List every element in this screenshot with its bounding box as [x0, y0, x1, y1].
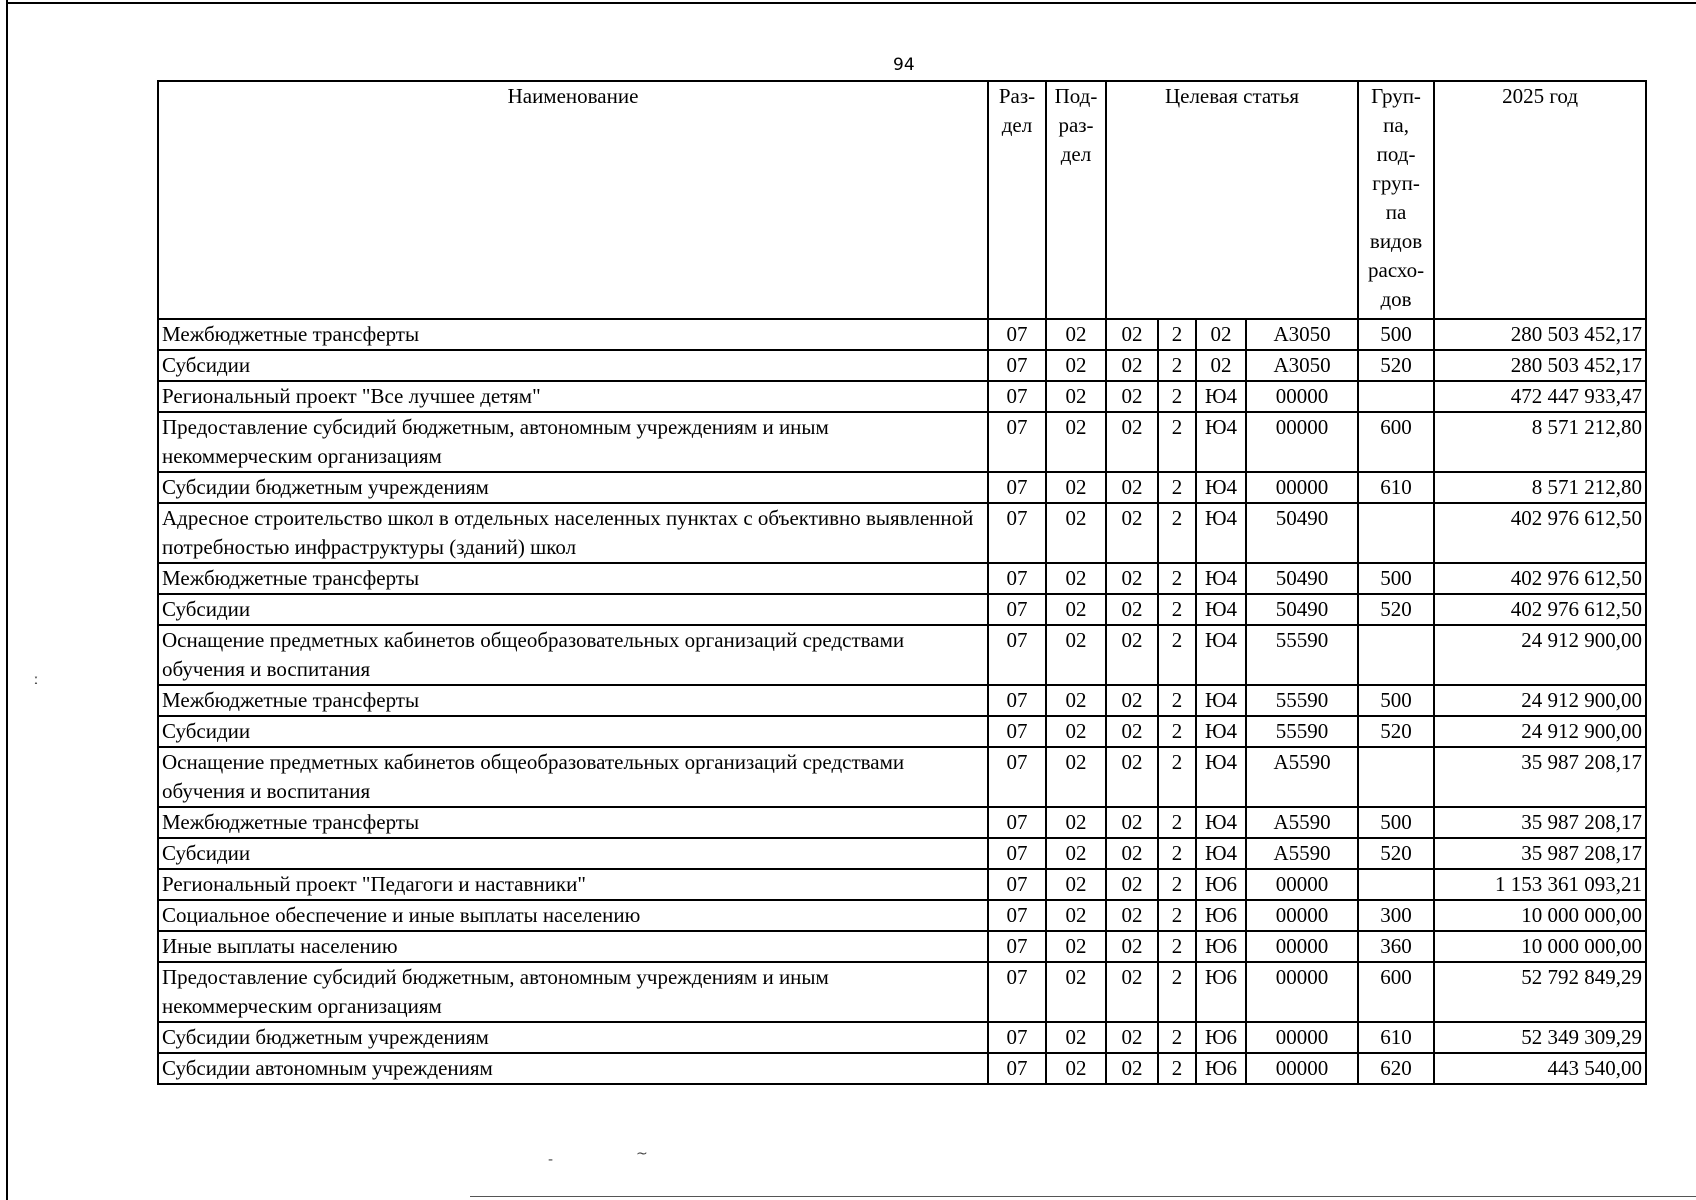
cell-expense-group: 520 [1358, 838, 1434, 869]
cell-target-project: 02 [1196, 350, 1246, 381]
cell-razdel: 07 [988, 381, 1046, 412]
cell-amount-2025: 35 987 208,17 [1434, 838, 1646, 869]
cell-expense-group: 620 [1358, 1053, 1434, 1084]
cell-expense-group [1358, 625, 1434, 685]
cell-target-subprogram: 2 [1158, 472, 1196, 503]
page-frame-top [6, 2, 1696, 4]
header-year: 2025 год [1434, 81, 1646, 319]
cell-name: Субсидии [158, 838, 988, 869]
table-row [158, 412, 1646, 472]
cell-target-subprogram: 2 [1158, 350, 1196, 381]
cell-podrazdel: 02 [1046, 412, 1106, 472]
cell-amount-2025: 24 912 900,00 [1434, 716, 1646, 747]
cell-target-program: 02 [1106, 594, 1158, 625]
cell-target-program: 02 [1106, 807, 1158, 838]
table-row [158, 503, 1646, 563]
table-row [158, 685, 1646, 716]
cell-target-project: Ю4 [1196, 381, 1246, 412]
cell-target-program: 02 [1106, 1022, 1158, 1053]
header-razdel-text: Раз- дел [998, 84, 1036, 137]
header-expense-group [1358, 81, 1434, 319]
cell-podrazdel: 02 [1046, 319, 1106, 350]
cell-target-direction: 00000 [1246, 1053, 1358, 1084]
table-row [158, 625, 1646, 685]
page-frame-left [6, 0, 8, 1200]
cell-razdel: 07 [988, 503, 1046, 563]
cell-target-subprogram: 2 [1158, 685, 1196, 716]
cell-amount-2025: 8 571 212,80 [1434, 412, 1646, 472]
cell-podrazdel: 02 [1046, 381, 1106, 412]
cell-expense-group: 520 [1358, 594, 1434, 625]
cell-podrazdel: 02 [1046, 685, 1106, 716]
cell-expense-group [1358, 869, 1434, 900]
cell-amount-2025: 10 000 000,00 [1434, 931, 1646, 962]
cell-target-subprogram: 2 [1158, 1022, 1196, 1053]
cell-expense-group: 520 [1358, 350, 1434, 381]
cell-razdel: 07 [988, 350, 1046, 381]
cell-name: Субсидии [158, 350, 988, 381]
table-row [158, 838, 1646, 869]
cell-razdel: 07 [988, 747, 1046, 807]
cell-razdel: 07 [988, 563, 1046, 594]
cell-target-subprogram: 2 [1158, 625, 1196, 685]
cell-name: Субсидии [158, 594, 988, 625]
table-row [158, 381, 1646, 412]
cell-target-direction: 00000 [1246, 1022, 1358, 1053]
cell-expense-group: 360 [1358, 931, 1434, 962]
cell-amount-2025: 24 912 900,00 [1434, 685, 1646, 716]
cell-podrazdel: 02 [1046, 625, 1106, 685]
header-target-article: Целевая статья [1106, 81, 1358, 319]
cell-target-program: 02 [1106, 503, 1158, 563]
cell-name: Социальное обеспечение и иные выплаты населению [158, 900, 988, 931]
cell-amount-2025: 402 976 612,50 [1434, 594, 1646, 625]
budget-table [157, 80, 1647, 1085]
cell-target-project: Ю4 [1196, 412, 1246, 472]
cell-target-project: Ю4 [1196, 747, 1246, 807]
cell-name: Межбюджетные трансферты [158, 685, 988, 716]
cell-podrazdel: 02 [1046, 350, 1106, 381]
cell-razdel: 07 [988, 472, 1046, 503]
cell-podrazdel: 02 [1046, 1022, 1106, 1053]
cell-expense-group: 610 [1358, 472, 1434, 503]
cell-target-program: 02 [1106, 381, 1158, 412]
cell-target-program: 02 [1106, 412, 1158, 472]
cell-name: Субсидии бюджетным учреждениям [158, 472, 988, 503]
cell-target-direction: 55590 [1246, 685, 1358, 716]
cell-name: Субсидии бюджетным учреждениям [158, 1022, 988, 1053]
cell-target-project: Ю4 [1196, 838, 1246, 869]
cell-target-direction: 00000 [1246, 962, 1358, 1022]
table-row [158, 716, 1646, 747]
cell-target-program: 02 [1106, 319, 1158, 350]
cell-name: Оснащение предметных кабинетов общеобразовательных организаций средствами обучения и воспитания [158, 625, 988, 685]
cell-target-direction: 00000 [1246, 931, 1358, 962]
cell-target-direction: 50490 [1246, 563, 1358, 594]
cell-target-program: 02 [1106, 962, 1158, 1022]
cell-name: Региональный проект "Все лучшее детям" [158, 381, 988, 412]
cell-target-subprogram: 2 [1158, 1053, 1196, 1084]
cell-amount-2025: 472 447 933,47 [1434, 381, 1646, 412]
cell-target-direction: А5590 [1246, 807, 1358, 838]
cell-razdel: 07 [988, 625, 1046, 685]
cell-target-project: Ю4 [1196, 563, 1246, 594]
cell-target-direction: 55590 [1246, 716, 1358, 747]
cell-expense-group: 500 [1358, 319, 1434, 350]
cell-razdel: 07 [988, 962, 1046, 1022]
header-podrazdel [1046, 81, 1106, 319]
cell-name: Межбюджетные трансферты [158, 807, 988, 838]
cell-amount-2025: 402 976 612,50 [1434, 563, 1646, 594]
cell-podrazdel: 02 [1046, 838, 1106, 869]
cell-target-subprogram: 2 [1158, 594, 1196, 625]
cell-target-program: 02 [1106, 625, 1158, 685]
cell-target-program: 02 [1106, 716, 1158, 747]
cell-target-project: Ю6 [1196, 931, 1246, 962]
cell-target-direction: 55590 [1246, 625, 1358, 685]
cell-podrazdel: 02 [1046, 1053, 1106, 1084]
cell-target-direction: А3050 [1246, 350, 1358, 381]
cell-expense-group: 600 [1358, 412, 1434, 472]
cell-target-direction: 00000 [1246, 869, 1358, 900]
cell-podrazdel: 02 [1046, 472, 1106, 503]
cell-amount-2025: 24 912 900,00 [1434, 625, 1646, 685]
cell-target-project: Ю6 [1196, 900, 1246, 931]
cell-target-direction: 50490 [1246, 594, 1358, 625]
cell-target-subprogram: 2 [1158, 716, 1196, 747]
cell-expense-group: 500 [1358, 807, 1434, 838]
cell-amount-2025: 35 987 208,17 [1434, 747, 1646, 807]
table-body [158, 319, 1646, 1084]
cell-amount-2025: 402 976 612,50 [1434, 503, 1646, 563]
cell-expense-group: 500 [1358, 563, 1434, 594]
cell-target-project: Ю4 [1196, 685, 1246, 716]
table-row [158, 807, 1646, 838]
cell-amount-2025: 8 571 212,80 [1434, 472, 1646, 503]
table-row [158, 869, 1646, 900]
cell-target-program: 02 [1106, 685, 1158, 716]
cell-target-subprogram: 2 [1158, 412, 1196, 472]
cell-target-subprogram: 2 [1158, 962, 1196, 1022]
cell-expense-group [1358, 503, 1434, 563]
cell-target-project: Ю6 [1196, 869, 1246, 900]
cell-target-project: Ю6 [1196, 962, 1246, 1022]
cell-target-subprogram: 2 [1158, 563, 1196, 594]
header-expense-group-text: Груп- па, под- груп- па видов расхо- дов [1368, 84, 1425, 311]
cell-podrazdel: 02 [1046, 869, 1106, 900]
cell-target-direction: 50490 [1246, 503, 1358, 563]
cell-podrazdel: 02 [1046, 807, 1106, 838]
table-row [158, 900, 1646, 931]
cell-target-direction: 00000 [1246, 900, 1358, 931]
cell-podrazdel: 02 [1046, 716, 1106, 747]
cell-name: Предоставление субсидий бюджетным, автономным учреждениям и иным некоммерческим организациям [158, 412, 988, 472]
cell-expense-group: 610 [1358, 1022, 1434, 1053]
cell-amount-2025: 52 792 849,29 [1434, 962, 1646, 1022]
cell-razdel: 07 [988, 869, 1046, 900]
cell-expense-group: 300 [1358, 900, 1434, 931]
cell-razdel: 07 [988, 1022, 1046, 1053]
table-row [158, 594, 1646, 625]
cell-target-program: 02 [1106, 900, 1158, 931]
cell-razdel: 07 [988, 594, 1046, 625]
scan-speck: ː [34, 672, 39, 688]
cell-target-subprogram: 2 [1158, 319, 1196, 350]
cell-target-project: Ю4 [1196, 807, 1246, 838]
cell-target-subprogram: 2 [1158, 503, 1196, 563]
cell-target-subprogram: 2 [1158, 931, 1196, 962]
cell-name: Адресное строительство школ в отдельных населенных пунктах с объективно выявленной потребностью инфраструктуры (зданий) школ [158, 503, 988, 563]
cell-razdel: 07 [988, 685, 1046, 716]
cell-amount-2025: 35 987 208,17 [1434, 807, 1646, 838]
table-header-row [158, 81, 1646, 319]
table-row [158, 319, 1646, 350]
cell-expense-group: 500 [1358, 685, 1434, 716]
cell-expense-group [1358, 381, 1434, 412]
cell-name: Межбюджетные трансферты [158, 563, 988, 594]
cell-amount-2025: 280 503 452,17 [1434, 350, 1646, 381]
cell-target-subprogram: 2 [1158, 900, 1196, 931]
cell-target-direction: 00000 [1246, 412, 1358, 472]
scan-speck: ~ [636, 1146, 648, 1162]
cell-target-project: Ю4 [1196, 716, 1246, 747]
cell-target-program: 02 [1106, 563, 1158, 594]
cell-target-subprogram: 2 [1158, 747, 1196, 807]
cell-name: Предоставление субсидий бюджетным, автономным учреждениям и иным некоммерческим организациям [158, 962, 988, 1022]
table-row [158, 563, 1646, 594]
cell-target-direction: А5590 [1246, 838, 1358, 869]
header-name: Наименование [158, 81, 988, 319]
cell-target-project: Ю4 [1196, 503, 1246, 563]
cell-target-project: Ю6 [1196, 1053, 1246, 1084]
cell-target-direction: А5590 [1246, 747, 1358, 807]
cell-name: Оснащение предметных кабинетов общеобразовательных организаций средствами обучения и воспитания [158, 747, 988, 807]
cell-podrazdel: 02 [1046, 503, 1106, 563]
cell-razdel: 07 [988, 716, 1046, 747]
cell-target-subprogram: 2 [1158, 838, 1196, 869]
cell-target-program: 02 [1106, 838, 1158, 869]
cell-target-project: 02 [1196, 319, 1246, 350]
cell-target-project: Ю4 [1196, 625, 1246, 685]
cell-target-subprogram: 2 [1158, 381, 1196, 412]
cell-target-project: Ю4 [1196, 594, 1246, 625]
cell-podrazdel: 02 [1046, 931, 1106, 962]
cell-target-program: 02 [1106, 1053, 1158, 1084]
cell-amount-2025: 10 000 000,00 [1434, 900, 1646, 931]
cell-name: Иные выплаты населению [158, 931, 988, 962]
cell-name: Межбюджетные трансферты [158, 319, 988, 350]
table-row [158, 350, 1646, 381]
cell-amount-2025: 52 349 309,29 [1434, 1022, 1646, 1053]
cell-target-project: Ю4 [1196, 472, 1246, 503]
table-row [158, 931, 1646, 962]
header-razdel [988, 81, 1046, 319]
cell-amount-2025: 443 540,00 [1434, 1053, 1646, 1084]
table-row [158, 1053, 1646, 1084]
cell-razdel: 07 [988, 900, 1046, 931]
cell-target-program: 02 [1106, 931, 1158, 962]
cell-razdel: 07 [988, 1053, 1046, 1084]
page-number: 94 [893, 55, 915, 75]
table-row [158, 962, 1646, 1022]
cell-razdel: 07 [988, 838, 1046, 869]
scan-speck: - [548, 1152, 554, 1168]
cell-amount-2025: 1 153 361 093,21 [1434, 869, 1646, 900]
cell-target-program: 02 [1106, 869, 1158, 900]
table-row [158, 747, 1646, 807]
cell-name: Субсидии автономным учреждениям [158, 1053, 988, 1084]
cell-target-subprogram: 2 [1158, 807, 1196, 838]
cell-name: Региональный проект "Педагоги и наставники" [158, 869, 988, 900]
cell-amount-2025: 280 503 452,17 [1434, 319, 1646, 350]
cell-expense-group: 520 [1358, 716, 1434, 747]
cell-target-program: 02 [1106, 350, 1158, 381]
cell-name: Субсидии [158, 716, 988, 747]
cell-razdel: 07 [988, 807, 1046, 838]
cell-expense-group [1358, 747, 1434, 807]
cell-target-direction: 00000 [1246, 472, 1358, 503]
cell-podrazdel: 02 [1046, 563, 1106, 594]
cell-target-project: Ю6 [1196, 1022, 1246, 1053]
cell-target-direction: А3050 [1246, 319, 1358, 350]
cell-razdel: 07 [988, 931, 1046, 962]
cell-target-program: 02 [1106, 472, 1158, 503]
cell-podrazdel: 02 [1046, 900, 1106, 931]
cell-podrazdel: 02 [1046, 747, 1106, 807]
header-podrazdel-text: Под- раз- дел [1054, 84, 1098, 166]
table-row [158, 1022, 1646, 1053]
cell-razdel: 07 [988, 319, 1046, 350]
cell-podrazdel: 02 [1046, 962, 1106, 1022]
page-frame-bottom [470, 1196, 1696, 1197]
cell-target-direction: 00000 [1246, 381, 1358, 412]
cell-expense-group: 600 [1358, 962, 1434, 1022]
table-row [158, 472, 1646, 503]
cell-target-subprogram: 2 [1158, 869, 1196, 900]
cell-target-program: 02 [1106, 747, 1158, 807]
cell-razdel: 07 [988, 412, 1046, 472]
cell-podrazdel: 02 [1046, 594, 1106, 625]
